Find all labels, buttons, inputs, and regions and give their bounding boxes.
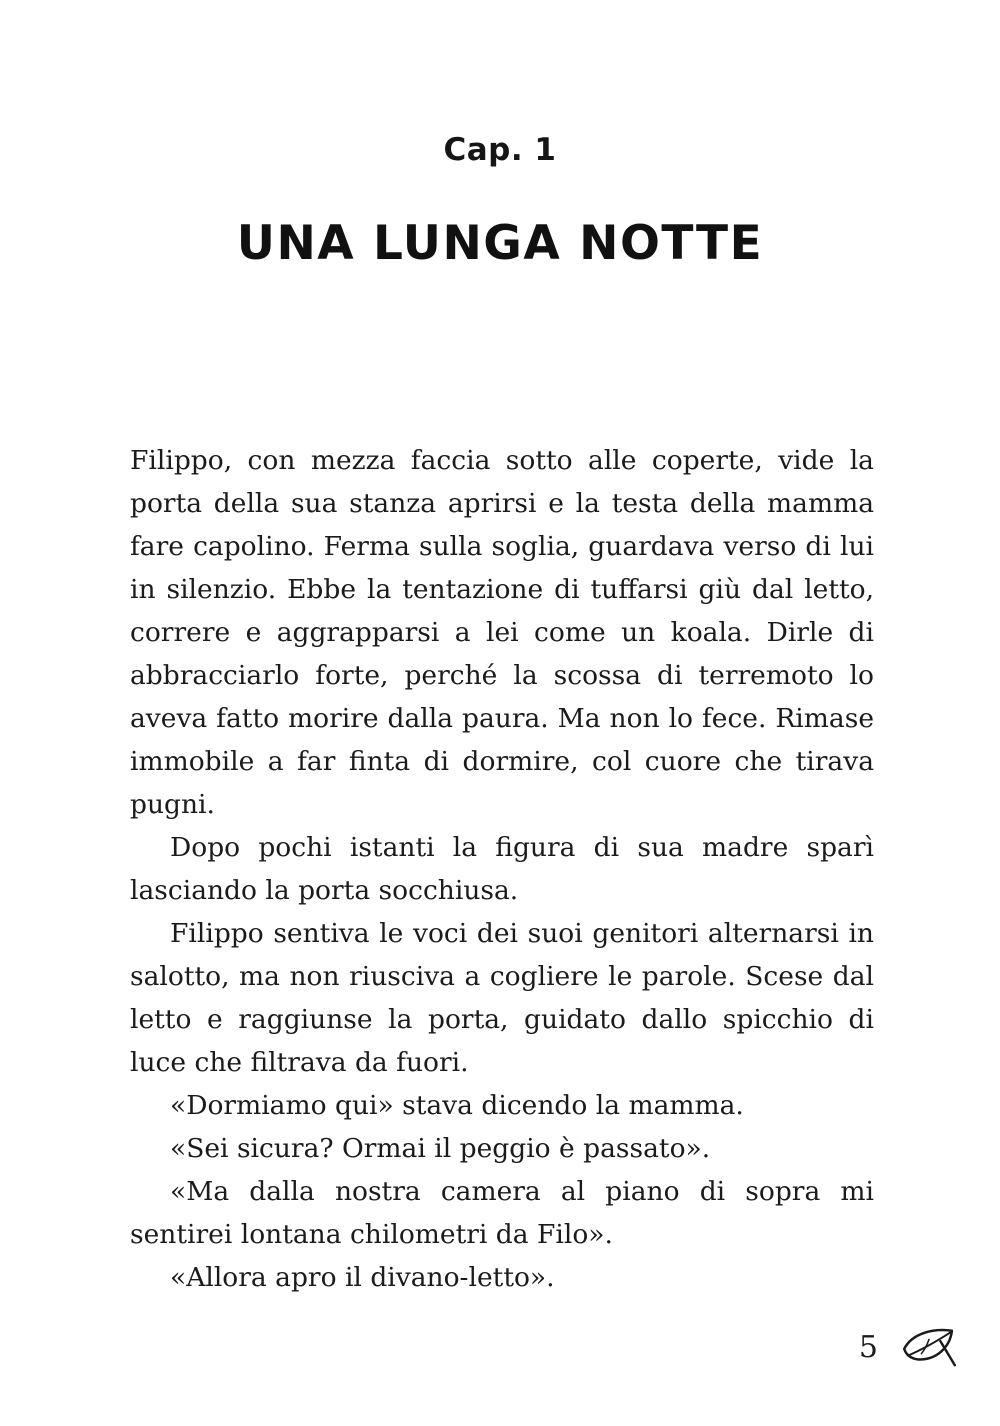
body-text — [130, 439, 874, 1299]
body-paragraph: «Dormiamo qui» stava dicendo la mamma. — [170, 1090, 744, 1121]
page-number: 5 — [858, 1329, 878, 1365]
chapter-label: Cap. 1 — [443, 132, 557, 168]
body-paragraph: Dopo pochi istanti la figura di sua madre sparì lasciando la porta socchiusa. — [130, 832, 874, 906]
page-footer — [859, 1326, 958, 1368]
body-paragraph: «Allora apro il divano-letto». — [170, 1262, 555, 1293]
body-paragraph: «Ma dalla nostra camera al piano di sopra mi sentirei lontana chilometri da Filo». — [130, 1176, 874, 1250]
leaf-icon — [900, 1326, 958, 1368]
body-paragraph: «Sei sicura? Ormai il peggio è passato». — [170, 1133, 711, 1164]
chapter-title: UNA LUNGA NOTTE — [236, 216, 764, 271]
body-paragraph: Filippo, con mezza faccia sotto alle coperte, vide la porta della sua stanza aprirsi e la testa della mamma fare capolino. Ferma sulla soglia, guardava verso di lui in silenzio. Ebbe la tentazione di tuffarsi giù dal letto, correre e aggrapparsi a lei come un koala. Dirle di abbracciarlo forte, perché la scossa di terremoto lo aveva fatto morire dalla paura. Ma non lo fece. Rimase immobile a far finta di dormire, col cuore che tirava pugni. — [130, 445, 874, 820]
body-paragraph: Filippo sentiva le voci dei suoi genitori alternarsi in salotto, ma non riusciva a cogliere le parole. Scese dal letto e raggiunse la porta, guidato dallo spicchio di luce che filtrava da fuori. — [130, 918, 874, 1078]
